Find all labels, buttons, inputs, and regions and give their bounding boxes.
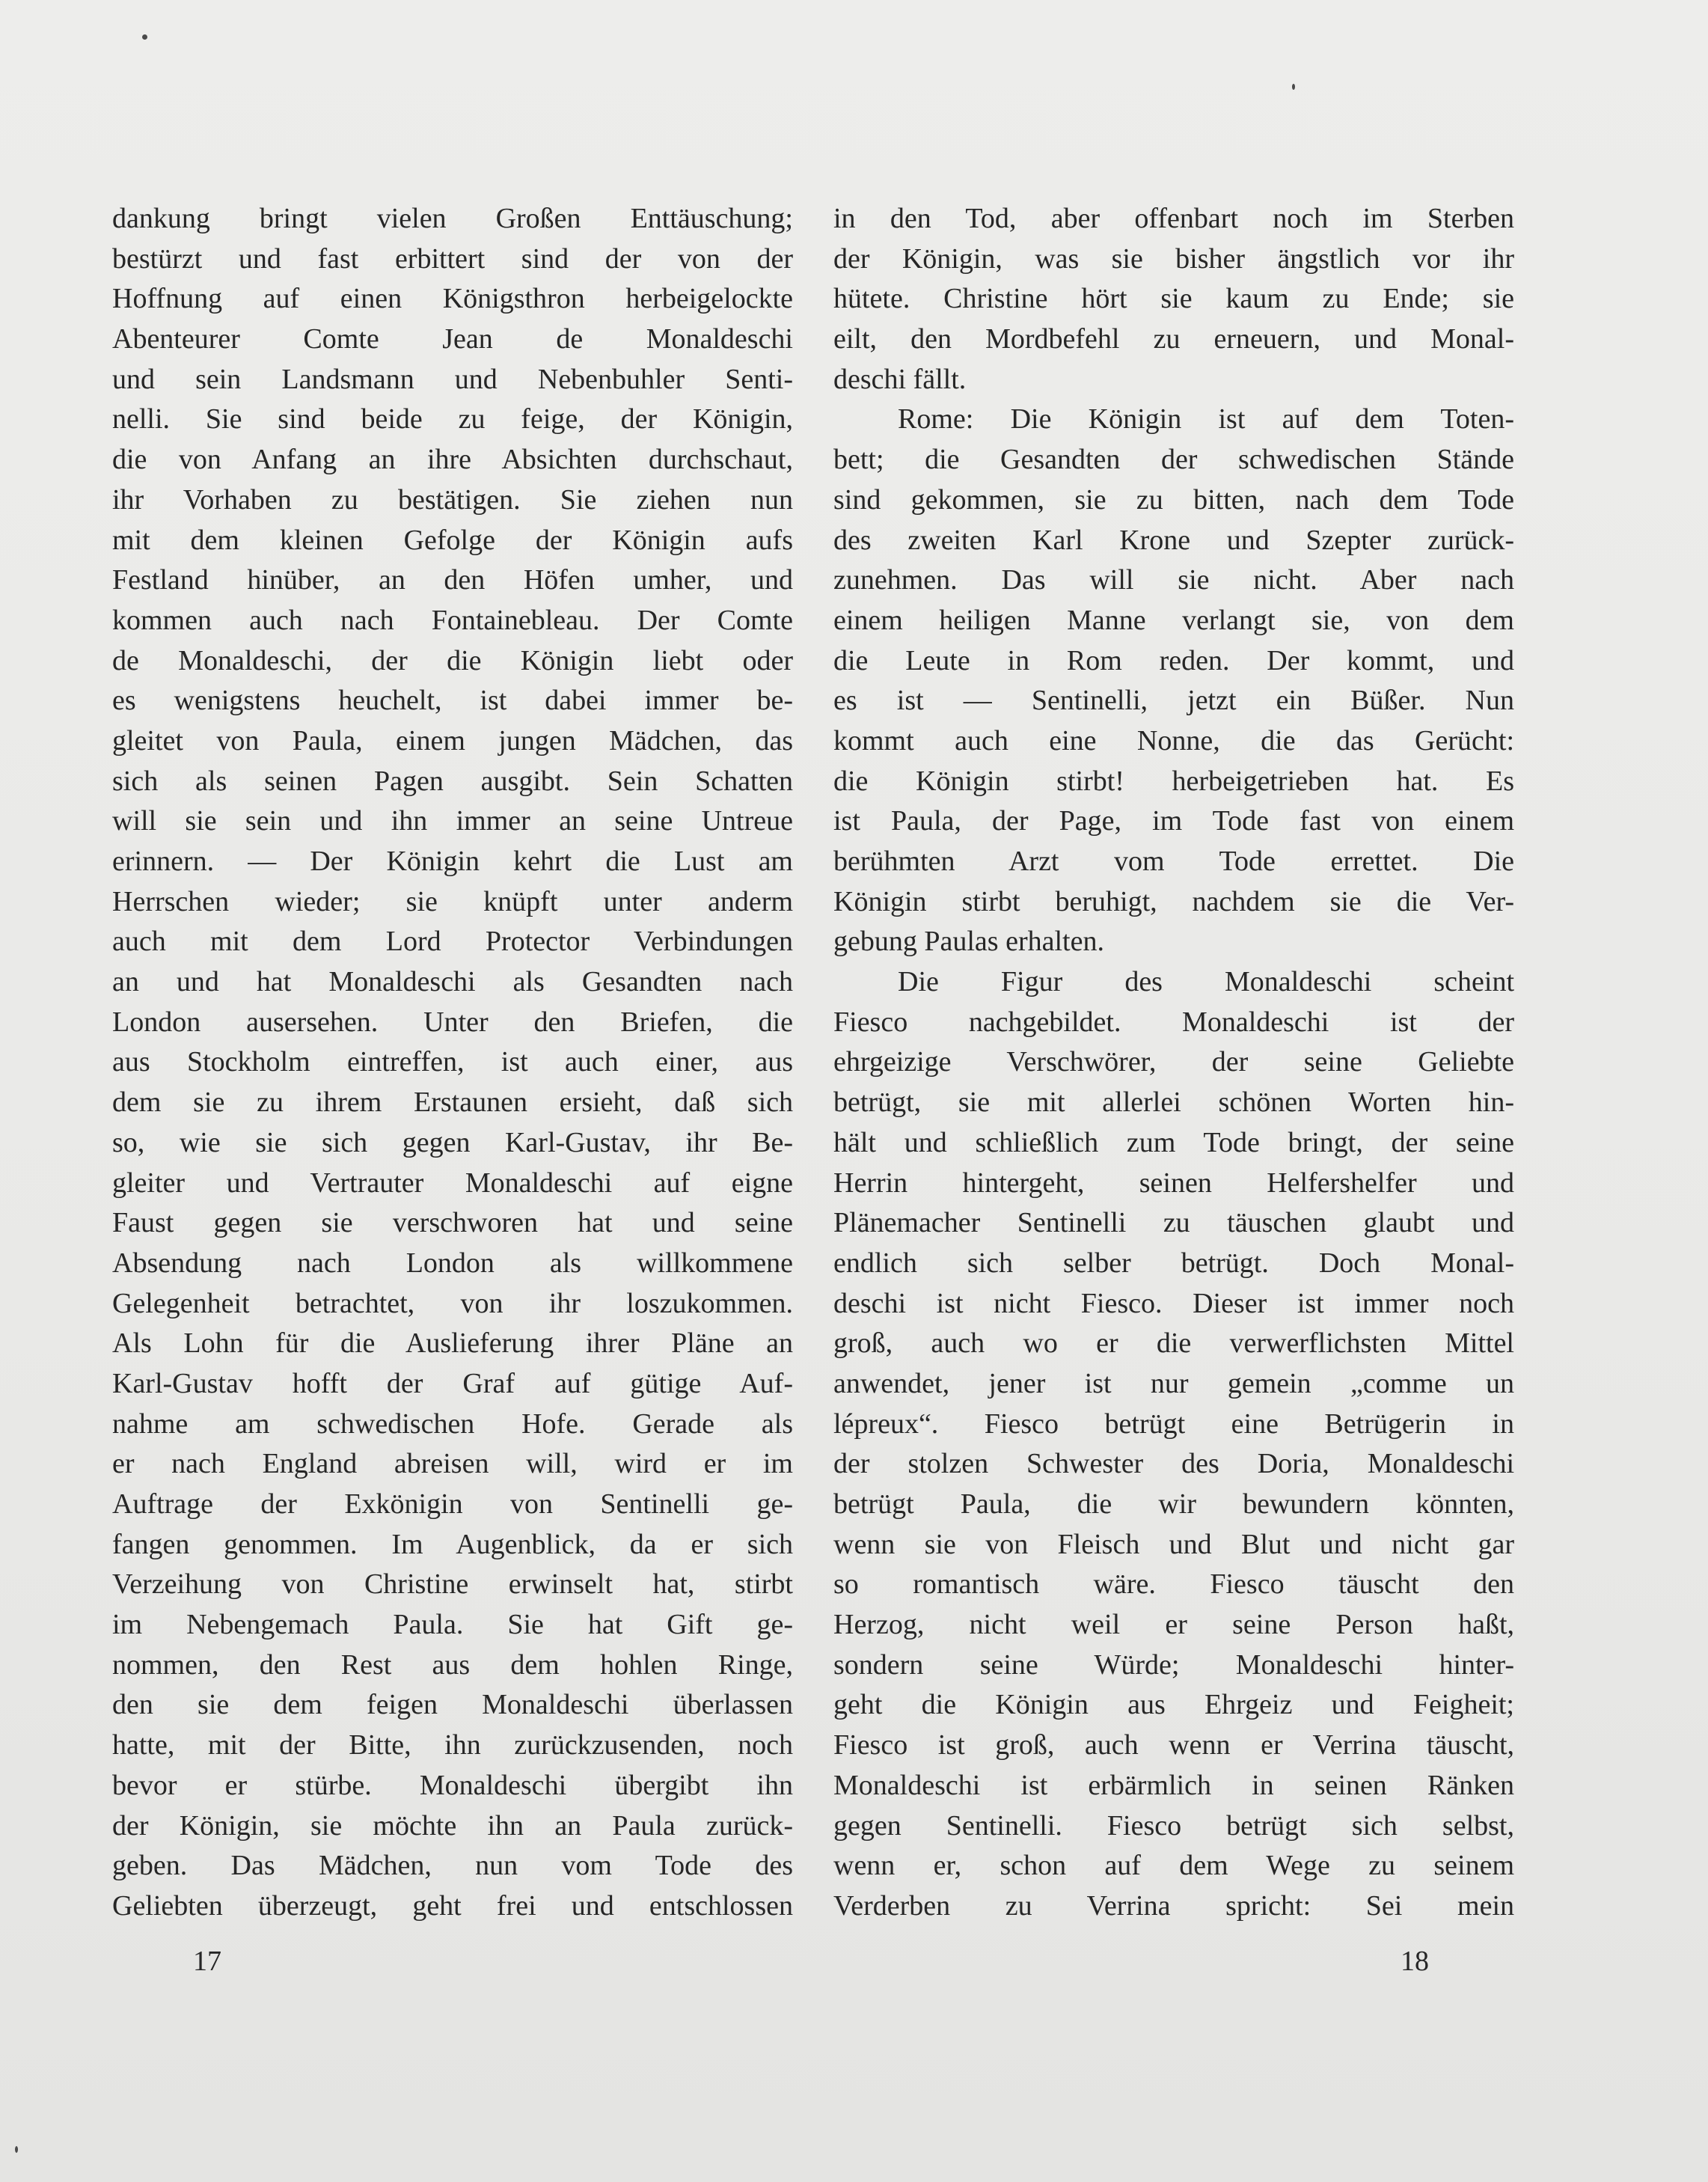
text-line: gleiter und Vertrauter Monaldeschi auf eigne	[112, 1167, 793, 1199]
text-line: Königin stirbt beruhigt, nachdem sie die Ver-	[833, 885, 1514, 917]
text-line: die von Anfang an ihre Absichten durchschaut,	[112, 444, 793, 476]
text-line: groß, auch wo er die verwerflichsten Mittel	[833, 1327, 1514, 1360]
text-line: Faust gegen sie verschworen hat und seine	[112, 1207, 793, 1239]
text-line: in den Tod, aber offenbart noch im Sterben	[833, 203, 1514, 234]
text-line: eilt, den Mordbefehl zu erneuern, und Monal-	[833, 323, 1514, 355]
text-line: so, wie sie sich gegen Karl-Gustav, ihr Be-	[112, 1126, 793, 1158]
text-line: die Königin stirbt! herbeigetrieben hat. Es	[833, 765, 1514, 797]
text-line: nahme am schwedischen Hofe. Gerade als	[112, 1408, 793, 1440]
text-line: gegen Sentinelli. Fiesco betrügt sich selbst,	[833, 1809, 1514, 1842]
text-line: an und hat Monaldeschi als Gesandten nach	[112, 966, 793, 998]
text-line: ihr Vorhaben zu bestätigen. Sie ziehen nun	[112, 483, 793, 516]
text-line: Herrin hintergeht, seinen Helfershelfer und	[833, 1167, 1514, 1199]
text-line: die Leute in Rom reden. Der kommt, und	[833, 644, 1514, 676]
text-line: zunehmen. Das will sie nicht. Aber nach	[833, 564, 1514, 596]
text-line: Herrschen wieder; sie knüpft unter anderm	[112, 885, 793, 917]
text-line: endlich sich selber betrügt. Doch Monal-	[833, 1247, 1514, 1279]
paper-speck	[15, 2146, 18, 2153]
text-line: Herzog, nicht weil er seine Person haßt,	[833, 1609, 1514, 1641]
text-line: er nach England abreisen will, wird er im	[112, 1448, 793, 1480]
text-line: gleitet von Paula, einem jungen Mädchen, das	[112, 724, 793, 757]
text-line: dankung bringt vielen Großen Enttäuschung;	[112, 203, 793, 234]
text-line: deschi ist nicht Fiesco. Dieser ist immer noch	[833, 1287, 1514, 1319]
text-line: erinnern. — Der Königin kehrt die Lust am	[112, 846, 793, 877]
text-line: aus Stockholm eintreffen, ist auch einer, aus	[112, 1046, 793, 1078]
text-line: der Königin, sie möchte ihn an Paula zurück-	[112, 1809, 793, 1842]
text-line: dem sie zu ihrem Erstaunen ersieht, daß sich	[112, 1087, 793, 1119]
text-line: hütete. Christine hört sie kaum zu Ende; sie	[833, 283, 1514, 315]
text-line: wenn sie von Fleisch und Blut und nicht gar	[833, 1528, 1514, 1560]
text-line: einem heiligen Manne verlangt sie, von dem	[833, 604, 1514, 636]
text-line: sind gekommen, sie zu bitten, nach dem Tode	[833, 483, 1514, 516]
text-line: will sie sein und ihn immer an seine Untreue	[112, 805, 793, 837]
text-line: Festland hinüber, an den Höfen umher, und	[112, 564, 793, 596]
text-line: den sie dem feigen Monaldeschi überlassen	[112, 1689, 793, 1721]
text-line: nommen, den Rest aus dem hohlen Ringe,	[112, 1648, 793, 1681]
text-line: betrügt, sie mit allerlei schönen Worten hin-	[833, 1087, 1514, 1119]
text-line: Hoffnung auf einen Königsthron herbeigelockte	[112, 283, 793, 315]
text-line: Auftrage der Exkönigin von Sentinelli ge-	[112, 1488, 793, 1520]
text-line: Monaldeschi ist erbärmlich in seinen Ränken	[833, 1769, 1514, 1801]
text-line: de Monaldeschi, der die Königin liebt oder	[112, 644, 793, 676]
text-line: im Nebengemach Paula. Sie hat Gift ge-	[112, 1609, 793, 1641]
text-line: kommen auch nach Fontainebleau. Der Comte	[112, 604, 793, 636]
text-line: gebung Paulas erhalten.	[833, 926, 1104, 958]
text-line: bestürzt und fast erbittert sind der von der	[112, 242, 793, 275]
text-line: es wenigstens heuchelt, ist dabei immer be-	[112, 685, 793, 717]
text-line: auch mit dem Lord Protector Verbindungen	[112, 926, 793, 958]
text-line: Als Lohn für die Auslieferung ihrer Pläne an	[112, 1327, 793, 1360]
text-line: Gelegenheit betrachtet, von ihr loszukommen.	[112, 1287, 793, 1319]
text-line: Fiesco nachgebildet. Monaldeschi ist der	[833, 1006, 1514, 1038]
text-line: bevor er stürbe. Monaldeschi übergibt ihn	[112, 1769, 793, 1801]
text-line: Fiesco ist groß, auch wenn er Verrina täuscht,	[833, 1729, 1514, 1761]
text-line: Die Figur des Monaldeschi scheint	[898, 966, 1514, 998]
text-line: Plänemacher Sentinelli zu täuschen glaubt und	[833, 1207, 1514, 1239]
text-line: mit dem kleinen Gefolge der Königin aufs	[112, 524, 793, 556]
text-line: anwendet, jener ist nur gemein „comme un	[833, 1367, 1514, 1399]
text-line: Verzeihung von Christine erwinselt hat, stirbt	[112, 1568, 793, 1601]
text-line: ist Paula, der Page, im Tode fast von einem	[833, 805, 1514, 837]
text-line: hält und schließlich zum Tode bringt, der seine	[833, 1126, 1514, 1158]
text-line: fangen genommen. Im Augenblick, da er sich	[112, 1528, 793, 1560]
text-line: bett; die Gesandten der schwedischen Stände	[833, 444, 1514, 476]
text-line: und sein Landsmann und Nebenbuhler Senti-	[112, 363, 793, 395]
text-line: Absendung nach London als willkommene	[112, 1247, 793, 1279]
text-line: des zweiten Karl Krone und Szepter zurück-	[833, 524, 1514, 556]
text-line: lépreux“. Fiesco betrügt eine Betrügerin in	[833, 1408, 1514, 1440]
text-line: sich als seinen Pagen ausgibt. Sein Schatten	[112, 765, 793, 797]
text-line: ehrgeizige Verschwörer, der seine Geliebte	[833, 1046, 1514, 1078]
paper-speck	[1292, 84, 1295, 90]
text-line: Geliebten überzeugt, geht frei und entschlossen	[112, 1889, 793, 1922]
text-line: betrügt Paula, die wir bewundern könnten,	[833, 1488, 1514, 1520]
text-line: Rome: Die Königin ist auf dem Toten-	[898, 403, 1514, 436]
text-line: Abenteurer Comte Jean de Monaldeschi	[112, 323, 793, 355]
paper-speck	[142, 34, 147, 40]
page-number: 17	[193, 1946, 221, 1977]
text-line: Verderben zu Verrina spricht: Sei mein	[833, 1889, 1514, 1922]
text-line: kommt auch eine Nonne, die das Gerücht:	[833, 724, 1514, 757]
text-line: sondern seine Würde; Monaldeschi hinter-	[833, 1648, 1514, 1681]
text-line: wenn er, schon auf dem Wege zu seinem	[833, 1850, 1514, 1882]
text-line: hatte, mit der Bitte, ihn zurückzusenden, noch	[112, 1729, 793, 1761]
text-line: nelli. Sie sind beide zu feige, der Königin,	[112, 403, 793, 436]
text-line: es ist — Sentinelli, jetzt ein Büßer. Nun	[833, 685, 1514, 717]
text-line: der stolzen Schwester des Doria, Monaldeschi	[833, 1448, 1514, 1480]
right-page-text	[833, 199, 1514, 1927]
text-line: Karl-Gustav hofft der Graf auf gütige Auf-	[112, 1367, 793, 1399]
text-line: geht die Königin aus Ehrgeiz und Feigheit;	[833, 1689, 1514, 1721]
text-line: London ausersehen. Unter den Briefen, die	[112, 1006, 793, 1038]
text-line: geben. Das Mädchen, nun vom Tode des	[112, 1850, 793, 1882]
left-page-text	[112, 199, 793, 1927]
text-line: der Königin, was sie bisher ängstlich vor ihr	[833, 242, 1514, 275]
text-line: berühmten Arzt vom Tode errettet. Die	[833, 846, 1514, 877]
page-number: 18	[1401, 1946, 1429, 1977]
text-line: deschi fällt.	[833, 363, 967, 395]
text-line: so romantisch wäre. Fiesco täuscht den	[833, 1568, 1514, 1601]
